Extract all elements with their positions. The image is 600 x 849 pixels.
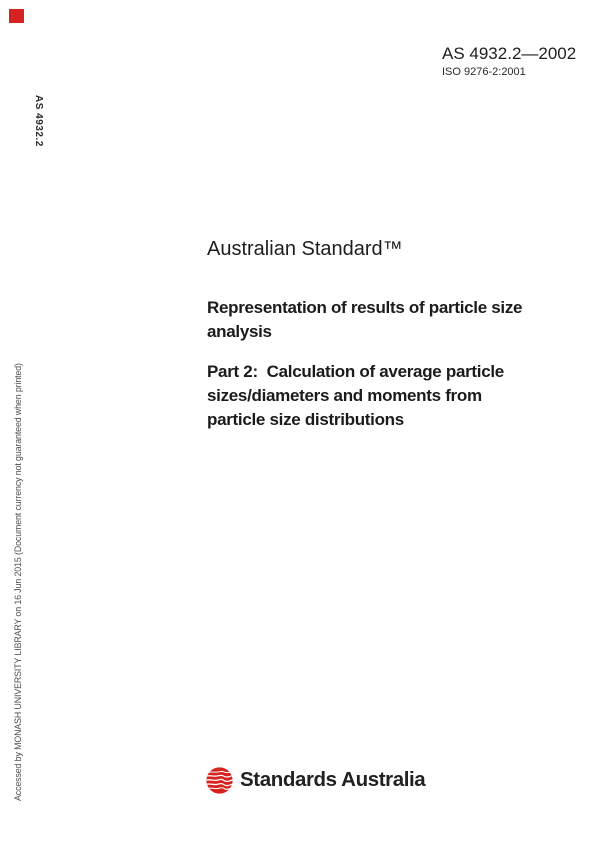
publisher-logo bbox=[206, 766, 425, 794]
trademark-symbol: ™ bbox=[382, 238, 403, 260]
spine-label: AS 4932.2 bbox=[33, 95, 44, 147]
part-title bbox=[207, 360, 504, 432]
part-title-line: sizes/diameters and moments from bbox=[207, 386, 482, 405]
designation-block bbox=[442, 43, 576, 79]
main-title bbox=[207, 296, 522, 344]
main-title-line: Representation of results of particle size bbox=[207, 298, 523, 317]
part-title-line: particle size distributions bbox=[207, 410, 404, 429]
publisher-name: Standards Australia bbox=[240, 768, 426, 791]
standard-number: AS 4932.2—2002 bbox=[442, 44, 577, 63]
library-access-notice: Accessed by MONASH UNIVERSITY LIBRARY on 16 Jun 2015 (Document currency not guaranteed when printed) bbox=[13, 363, 23, 801]
part-title-line: Part 2: Calculation of average particle bbox=[207, 362, 504, 381]
iso-number: ISO 9276-2:2001 bbox=[442, 66, 526, 78]
main-title-line: analysis bbox=[207, 322, 272, 341]
brand-name: Australian Standard bbox=[207, 238, 383, 260]
brand-title bbox=[207, 238, 403, 261]
red-corner-marker bbox=[9, 9, 24, 23]
standards-australia-globe-icon bbox=[206, 767, 233, 794]
